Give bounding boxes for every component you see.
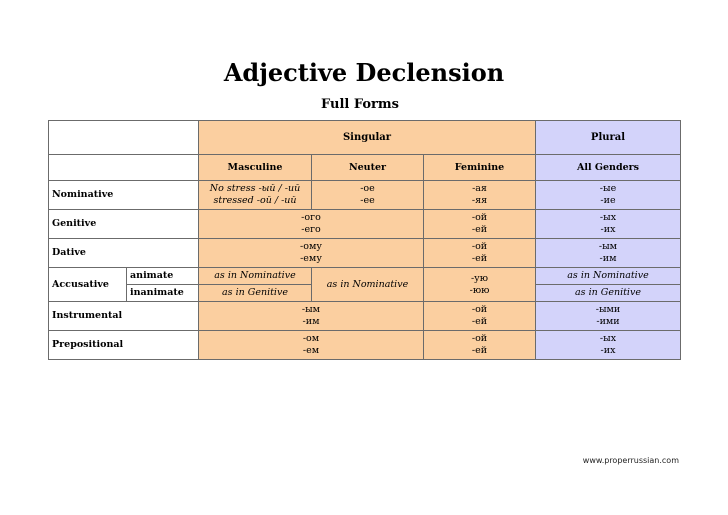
- ending-line: -юю: [469, 284, 490, 296]
- ending-line: -их: [600, 224, 616, 235]
- ending-line: -им: [599, 253, 617, 264]
- page-subtitle-text: Full Forms: [321, 97, 399, 112]
- ending-line: -ей: [471, 224, 488, 235]
- genitive-feminine-ending: [424, 210, 536, 239]
- ending-line: -ому: [300, 241, 322, 252]
- accusative-inanimate-masculine: as in Genitive: [199, 285, 312, 302]
- ending-line: -ым: [598, 241, 618, 252]
- accusative-animate-label: animate: [127, 268, 199, 285]
- singular-header: Singular: [199, 121, 536, 155]
- nominative-plural-ending: [536, 181, 681, 210]
- case-label-nominative: Nominative: [49, 181, 199, 210]
- feminine-header: Feminine: [424, 155, 536, 181]
- corner-cell: [49, 121, 199, 155]
- ending-line: -ую: [470, 272, 489, 284]
- row-prepositional: [49, 331, 681, 360]
- corner-cell-2: [49, 155, 199, 181]
- ending-line: -ая: [472, 183, 487, 194]
- ending-line: -ой: [471, 333, 488, 344]
- ending-line: -ой: [471, 241, 488, 252]
- ending-line: -его: [301, 224, 321, 235]
- declension-table: [48, 120, 681, 360]
- ending-line: -ом: [302, 333, 320, 344]
- accusative-animate-masculine: as in Nominative: [199, 268, 312, 285]
- ending-line: -ое: [360, 183, 375, 194]
- case-label-instrumental: Instrumental: [49, 302, 199, 331]
- row-nominative: [49, 181, 681, 210]
- ending-line: -яя: [471, 195, 488, 206]
- ending-line: -ими: [596, 316, 620, 327]
- row-genitive: [49, 210, 681, 239]
- accusative-neuter: as in Nominative: [312, 268, 424, 302]
- row-accusative-animate: [49, 268, 681, 285]
- dative-plural-ending: [536, 239, 681, 268]
- neuter-header: Neuter: [312, 155, 424, 181]
- masculine-header: Masculine: [199, 155, 312, 181]
- all-genders-header: All Genders: [536, 155, 681, 181]
- ending-line: stressed -ой / -ий: [213, 195, 297, 206]
- nominative-masculine-ending: [199, 181, 312, 210]
- ending-line: -ие: [600, 195, 616, 206]
- ending-line: -ей: [471, 253, 488, 264]
- page-title: [0, 58, 728, 87]
- accusative-animate-plural: as in Nominative: [536, 268, 681, 285]
- ending-line: -ее: [360, 195, 375, 206]
- instrumental-feminine-ending: [424, 302, 536, 331]
- prepositional-plural-ending: [536, 331, 681, 360]
- ending-line: -ых: [599, 212, 617, 223]
- genitive-masc-neut-ending: [199, 210, 424, 239]
- site-credit: www.properrussian.com: [582, 456, 679, 465]
- case-label-genitive: Genitive: [49, 210, 199, 239]
- ending-line: -им: [302, 316, 320, 327]
- header-row-number: [49, 121, 681, 155]
- ending-line: -ой: [471, 212, 488, 223]
- dative-feminine-ending: [424, 239, 536, 268]
- prepositional-feminine-ending: [424, 331, 536, 360]
- page-subtitle: [0, 97, 728, 112]
- row-dative: [49, 239, 681, 268]
- page-title-text: Adjective Declension: [223, 58, 505, 87]
- instrumental-plural-ending: [536, 302, 681, 331]
- ending-line: -ей: [471, 316, 488, 327]
- ending-line: -ых: [599, 333, 617, 344]
- instrumental-masc-neut-ending: [199, 302, 424, 331]
- case-label-prepositional: Prepositional: [49, 331, 199, 360]
- accusative-feminine-ending: [424, 268, 536, 302]
- dative-masc-neut-ending: [199, 239, 424, 268]
- header-row-gender: [49, 155, 681, 181]
- accusative-inanimate-label: inanimate: [127, 285, 199, 302]
- accusative-inanimate-plural: as in Genitive: [536, 285, 681, 302]
- case-label-dative: Dative: [49, 239, 199, 268]
- nominative-neuter-ending: [312, 181, 424, 210]
- ending-line: -ого: [301, 212, 321, 223]
- ending-line: -ему: [300, 253, 322, 264]
- nominative-feminine-ending: [424, 181, 536, 210]
- ending-line: -ой: [471, 304, 488, 315]
- case-label-accusative: Accusative: [49, 268, 127, 302]
- ending-line: -ыми: [595, 304, 621, 315]
- row-instrumental: [49, 302, 681, 331]
- ending-line: No stress -ый / -ий: [209, 183, 301, 194]
- ending-line: -ей: [471, 345, 488, 356]
- ending-line: -ые: [599, 183, 617, 194]
- genitive-plural-ending: [536, 210, 681, 239]
- ending-line: -ым: [301, 304, 321, 315]
- plural-header: Plural: [536, 121, 681, 155]
- prepositional-masc-neut-ending: [199, 331, 424, 360]
- ending-line: -ем: [302, 345, 320, 356]
- ending-line: -их: [600, 345, 616, 356]
